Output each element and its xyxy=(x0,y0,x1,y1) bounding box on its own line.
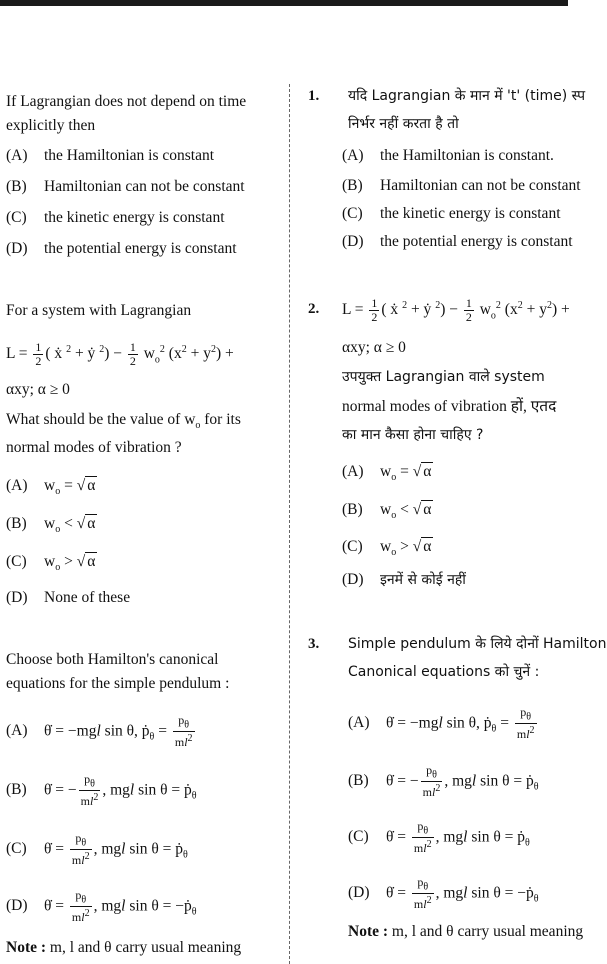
q1-option-d: (D) the potential energy is constant xyxy=(6,240,237,257)
q3-option-a: (A) θ̇ = −mgl sin θ, ṗ$_\theta$ = $\frac{p_\theta}{ml^2}$ xyxy=(6,713,193,750)
q2-option-d: (D) None of these xyxy=(6,589,131,606)
q2-stem-line1: For a system with Lagrangian xyxy=(6,302,192,319)
q1-hindi-option-b: (B) Hamiltonian can not be constant xyxy=(342,177,581,194)
q2-option-a: (A) $w_o$ = √ α xyxy=(6,477,96,498)
q2-stem-line4: What should be the value of $w_o$ for its xyxy=(6,411,241,432)
q3-option-c: (C) θ̇ = $\frac{p_\theta}{ml^2}$ , mgl sin θ = ṗ$_\theta$ xyxy=(6,831,188,868)
q2-hindi-option-a: (A) $w_o$ = √ α xyxy=(342,463,432,484)
q1-hindi-stem-line1: यदि Lagrangian के मान में 't' (time) स्प xyxy=(348,88,586,104)
q1-option-b: (B) Hamiltonian can not be constant xyxy=(6,178,245,195)
q1-hindi-option-a: (A) the Hamiltonian is constant. xyxy=(342,147,554,164)
q1-option-c: (C) the kinetic energy is constant xyxy=(6,209,225,226)
q3-hindi-option-d: (D) θ̇ = $\frac{p_\theta}{ml^2}$ , mgl sin θ = −ṗ$_\theta$ xyxy=(348,875,539,912)
q2-stem-line3: αxy; α ≥ 0 xyxy=(6,381,70,398)
q3-stem-line1: Choose both Hamilton's canonical xyxy=(6,651,219,668)
q2-hindi-stem-line2: αxy; α ≥ 0 xyxy=(342,339,406,356)
q3-stem-line2: equations for the simple pendulum : xyxy=(6,675,230,692)
q3-hindi-option-a: (A) θ̇ = −mgl sin θ, ṗ$_\theta$ = $\frac{p_\theta}{ml^2}$ xyxy=(348,705,535,742)
q1-hindi-option-c: (C) the kinetic energy is constant xyxy=(342,205,561,222)
q2-hindi-option-c: (C) $w_o$ > √ α xyxy=(342,538,432,559)
q2-hindi-option-d: (D) इनमें से कोई नहीं xyxy=(342,571,466,588)
q2-lagrangian-equation: L = $\frac{1}{2}$ ( ẋ $^2$ + ẏ $^2$) − $\frac{1}{2}$ $w_o^2$ $(x^2 + y^2)$ + xyxy=(6,340,234,369)
q2-number: 2. xyxy=(308,301,320,317)
q2-hindi-option-b: (B) $w_o$ < √ α xyxy=(342,501,432,522)
q3-option-b: (B) θ̇ = − $\frac{p_\theta}{ml^2}$ , mgl sin θ = ṗ$_\theta$ xyxy=(6,772,197,809)
q2-stem-line5: normal modes of vibration ? xyxy=(6,439,182,456)
q3-hindi-stem-line1: Simple pendulum के लिये दोनों Hamilton xyxy=(348,636,607,652)
q2-hindi-stem-line5: का मान कैसा होना चाहिए ? xyxy=(342,427,484,443)
q2-hindi-lagrangian-equation: L = $\frac{1}{2}$ ( ẋ $^2$ + ẏ $^2$) − $\frac{1}{2}$ $w_o^2$ $(x^2 + y^2)$ + xyxy=(342,296,570,325)
q3-hindi-note: Note : m, l and θ carry usual meaning xyxy=(348,923,584,940)
q1-number: 1. xyxy=(308,88,320,104)
q1-hindi-option-d: (D) the potential energy is constant xyxy=(342,233,573,250)
q3-hindi-option-b: (B) θ̇ = − $\frac{p_\theta}{ml^2}$ , mgl sin θ = ṗ$_\theta$ xyxy=(348,763,539,800)
q2-option-b: (B) $w_o$ < √ α xyxy=(6,515,96,536)
hindi-column xyxy=(300,80,607,964)
q3-hindi-stem-line2: Canonical equations को चुनें : xyxy=(348,664,540,680)
q2-hindi-stem-line4: normal modes of vibration हों, एतद xyxy=(342,398,557,415)
q1-option-a: (A) the Hamiltonian is constant xyxy=(6,147,215,164)
q1-stem-line2: explicitly then xyxy=(6,117,96,134)
column-divider xyxy=(289,84,290,964)
page-top-rule xyxy=(0,0,568,6)
q1-hindi-stem-line2: निर्भर नहीं करता है तो xyxy=(348,116,459,132)
q3-note: Note : m, l and θ carry usual meaning xyxy=(6,939,242,956)
q2-option-c: (C) $w_o$ > √ α xyxy=(6,553,96,574)
q3-option-d: (D) θ̇ = $\frac{p_\theta}{ml^2}$ , mgl sin θ = −ṗ$_\theta$ xyxy=(6,888,197,925)
q1-stem-line1: If Lagrangian does not depend on time xyxy=(6,93,247,110)
q2-hindi-stem-line3: उपयुक्त Lagrangian वाले system xyxy=(342,369,545,385)
q3-number: 3. xyxy=(308,636,320,652)
q3-hindi-option-c: (C) θ̇ = $\frac{p_\theta}{ml^2}$ , mgl sin θ = ṗ$_\theta$ xyxy=(348,819,530,856)
